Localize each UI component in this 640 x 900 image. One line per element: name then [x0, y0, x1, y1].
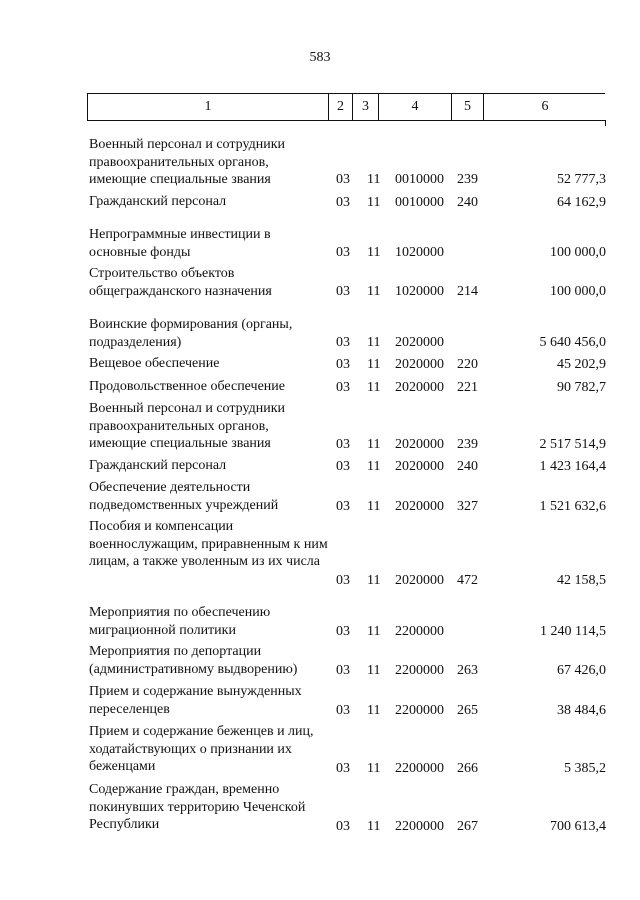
row-pr: 11: [367, 356, 381, 372]
row-csr: 2200000: [395, 760, 444, 776]
row-rz: 03: [336, 760, 350, 776]
row-vr: 240: [457, 194, 478, 210]
table-row: [0, 643, 640, 679]
row-pr: 11: [367, 458, 381, 474]
row-sum: 1 521 632,6: [539, 498, 606, 514]
row-vr: 472: [457, 572, 478, 588]
table-row: [0, 136, 640, 188]
row-name: Прием и содержание беженцев и лиц, ходатайствующих о признании их беженцами: [89, 724, 314, 774]
row-name: Продовольственное обеспечение: [89, 379, 285, 394]
table-row: [0, 265, 640, 300]
table-row: [0, 226, 640, 261]
row-pr: 11: [367, 334, 381, 350]
row-name: Воинские формирования (органы, подразделения): [89, 317, 293, 350]
table-row: [0, 378, 640, 396]
row-sum: 64 162,9: [557, 194, 606, 210]
header-col-6: 6: [541, 99, 549, 114]
row-pr: 11: [367, 244, 381, 260]
row-csr: 2020000: [395, 356, 444, 372]
row-rz: 03: [336, 171, 350, 187]
row-name: Военный персонал и сотрудники правоохранительных органов, имеющие специальные звания: [89, 401, 285, 451]
row-rz: 03: [336, 194, 350, 210]
row-rz: 03: [336, 356, 350, 372]
row-csr: 1020000: [395, 283, 444, 299]
row-sum: 5 640 456,0: [539, 334, 606, 350]
row-vr: 266: [457, 760, 478, 776]
header-col-4: 4: [379, 94, 452, 120]
row-vr: 265: [457, 702, 478, 718]
page-number: 583: [309, 50, 331, 65]
row-csr: 2020000: [395, 458, 444, 474]
row-sum: 67 426,0: [557, 662, 606, 678]
row-name: Вещевое обеспечение: [89, 356, 220, 371]
row-csr: 2200000: [395, 818, 444, 834]
header-col-5: 5: [452, 94, 484, 120]
row-rz: 03: [336, 818, 350, 834]
row-csr: 0010000: [395, 194, 444, 210]
row-name: Гражданский персонал: [89, 194, 227, 209]
row-name: Мероприятия по депортации (административному выдворению): [89, 644, 298, 677]
table-row: [0, 355, 640, 373]
row-sum: 1 240 114,5: [540, 623, 606, 639]
row-pr: 11: [367, 662, 381, 678]
row-vr: 327: [457, 498, 478, 514]
row-vr: 267: [457, 818, 478, 834]
header-col-2: 2: [329, 94, 353, 120]
row-name: Прием и содержание вынужденных переселенцев: [89, 684, 302, 717]
row-pr: 11: [367, 171, 381, 187]
row-pr: 11: [367, 436, 381, 452]
row-rz: 03: [336, 334, 350, 350]
row-vr: 221: [457, 379, 478, 395]
row-rz: 03: [336, 379, 350, 395]
row-name: Непрограммные инвестиции в основные фонды: [89, 227, 271, 260]
table-row: [0, 316, 640, 351]
table-row: [0, 457, 640, 475]
row-rz: 03: [336, 283, 350, 299]
row-pr: 11: [367, 818, 381, 834]
row-csr: 2200000: [395, 662, 444, 678]
row-pr: 11: [367, 702, 381, 718]
row-name: Строительство объектов общегражданского назначения: [89, 266, 272, 299]
row-csr: 2200000: [395, 702, 444, 718]
row-rz: 03: [336, 498, 350, 514]
table-row: [0, 518, 640, 589]
row-csr: 1020000: [395, 244, 444, 260]
row-pr: 11: [367, 623, 381, 639]
row-csr: 2200000: [395, 623, 444, 639]
row-pr: 11: [367, 194, 381, 210]
row-pr: 11: [367, 498, 381, 514]
row-sum: 38 484,6: [557, 702, 606, 718]
row-pr: 11: [367, 760, 381, 776]
row-csr: 2020000: [395, 572, 444, 588]
header-col-3: 3: [353, 94, 379, 120]
row-vr: 220: [457, 356, 478, 372]
row-csr: 0010000: [395, 171, 444, 187]
row-vr: 263: [457, 662, 478, 678]
row-vr: 240: [457, 458, 478, 474]
row-csr: 2020000: [395, 379, 444, 395]
table-row: [0, 781, 640, 835]
row-sum: 42 158,5: [557, 572, 606, 588]
row-sum: 1 423 164,4: [539, 458, 606, 474]
row-name: Обеспечение деятельности подведомственных учреждений: [89, 480, 279, 513]
row-sum: 100 000,0: [550, 244, 606, 260]
row-rz: 03: [336, 623, 350, 639]
row-name: Пособия и компенсации военнослужащим, приравненным к ним лицам, а также уволенным из их числа: [89, 519, 328, 569]
row-sum: 700 613,4: [550, 818, 606, 834]
row-sum: 100 000,0: [550, 283, 606, 299]
row-name: Гражданский персонал: [89, 458, 227, 473]
row-csr: 2020000: [395, 498, 444, 514]
row-rz: 03: [336, 572, 350, 588]
row-pr: 11: [367, 379, 381, 395]
row-rz: 03: [336, 702, 350, 718]
table-row: [0, 683, 640, 719]
row-name: Мероприятия по обеспечению миграционной политики: [89, 605, 271, 638]
row-sum: 52 777,3: [557, 171, 606, 187]
row-rz: 03: [336, 662, 350, 678]
row-sum: 2 517 514,9: [539, 436, 606, 452]
table-row: [0, 193, 640, 211]
table-row: [0, 479, 640, 515]
row-csr: 2020000: [395, 436, 444, 452]
table-row: [0, 400, 640, 453]
row-rz: 03: [336, 436, 350, 452]
row-rz: 03: [336, 458, 350, 474]
row-csr: 2020000: [395, 334, 444, 350]
row-sum: 45 202,9: [557, 356, 606, 372]
row-sum: 5 385,2: [564, 760, 606, 776]
row-pr: 11: [367, 283, 381, 299]
row-sum: 90 782,7: [557, 379, 606, 395]
row-name: Военный персонал и сотрудники правоохранительных органов, имеющие специальные звания: [89, 137, 285, 187]
row-vr: 214: [457, 283, 478, 299]
row-pr: 11: [367, 572, 381, 588]
row-vr: 239: [457, 436, 478, 452]
header-col-1: 1: [88, 94, 329, 120]
row-vr: 239: [457, 171, 478, 187]
row-rz: 03: [336, 244, 350, 260]
table-row: [0, 604, 640, 640]
row-name: Содержание граждан, временно покинувших территорию Чеченской Республики: [89, 782, 306, 832]
table-row: [0, 723, 640, 777]
